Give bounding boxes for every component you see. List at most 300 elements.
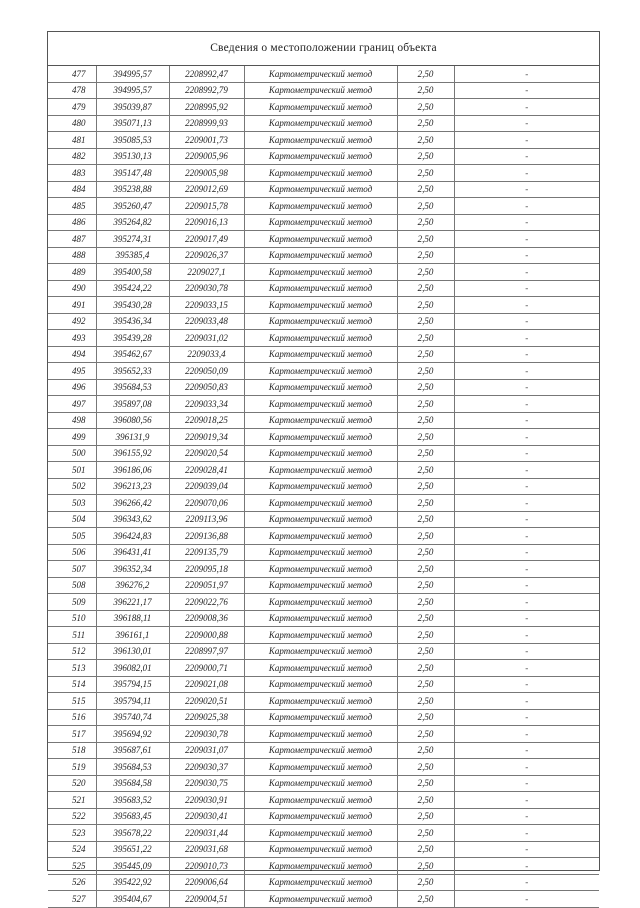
point-number-cell: 524 — [48, 841, 96, 858]
point-number-cell: 499 — [48, 429, 96, 446]
x-coordinate-cell: 395436,34 — [96, 313, 169, 330]
y-coordinate-cell: 2209000,88 — [169, 627, 244, 644]
x-coordinate-cell: 396213,23 — [96, 478, 169, 495]
x-coordinate-cell: 395430,28 — [96, 297, 169, 314]
accuracy-cell: 2,50 — [397, 742, 454, 759]
table-row — [48, 841, 599, 858]
table-body — [48, 66, 599, 907]
x-coordinate-cell: 395683,45 — [96, 808, 169, 825]
table-row — [48, 709, 599, 726]
x-coordinate-cell: 395422,92 — [96, 874, 169, 891]
y-coordinate-cell: 2209050,09 — [169, 363, 244, 380]
description-cell: - — [454, 115, 599, 132]
table-row — [48, 462, 599, 479]
boundary-coordinates-table — [48, 66, 599, 908]
y-coordinate-cell: 2209020,51 — [169, 693, 244, 710]
table-row — [48, 181, 599, 198]
x-coordinate-cell: 394995,57 — [96, 66, 169, 82]
method-cell: Картометрический метод — [244, 742, 397, 759]
y-coordinate-cell: 2209021,08 — [169, 676, 244, 693]
method-cell: Картометрический метод — [244, 577, 397, 594]
y-coordinate-cell: 2209039,04 — [169, 478, 244, 495]
table-row — [48, 115, 599, 132]
method-cell: Картометрический метод — [244, 330, 397, 347]
accuracy-cell: 2,50 — [397, 544, 454, 561]
method-cell: Картометрический метод — [244, 115, 397, 132]
x-coordinate-cell: 395897,08 — [96, 396, 169, 413]
x-coordinate-cell: 395404,67 — [96, 891, 169, 908]
y-coordinate-cell: 2208992,47 — [169, 66, 244, 82]
accuracy-cell: 2,50 — [397, 214, 454, 231]
point-number-cell: 478 — [48, 82, 96, 99]
point-number-cell: 489 — [48, 264, 96, 281]
table-row — [48, 165, 599, 182]
y-coordinate-cell: 2209001,73 — [169, 132, 244, 149]
method-cell: Картометрический метод — [244, 511, 397, 528]
description-cell: - — [454, 594, 599, 611]
y-coordinate-cell: 2209033,4 — [169, 346, 244, 363]
accuracy-cell: 2,50 — [397, 577, 454, 594]
point-number-cell: 520 — [48, 775, 96, 792]
x-coordinate-cell: 395147,48 — [96, 165, 169, 182]
point-number-cell: 525 — [48, 858, 96, 875]
x-coordinate-cell: 395694,92 — [96, 726, 169, 743]
description-cell: - — [454, 231, 599, 248]
description-cell: - — [454, 132, 599, 149]
description-cell: - — [454, 676, 599, 693]
table-row — [48, 528, 599, 545]
accuracy-cell: 2,50 — [397, 610, 454, 627]
y-coordinate-cell: 2209030,91 — [169, 792, 244, 809]
y-coordinate-cell: 2209031,44 — [169, 825, 244, 842]
y-coordinate-cell: 2209005,98 — [169, 165, 244, 182]
method-cell: Картометрический метод — [244, 610, 397, 627]
point-number-cell: 519 — [48, 759, 96, 776]
x-coordinate-cell: 395684,53 — [96, 379, 169, 396]
table-row — [48, 247, 599, 264]
description-cell: - — [454, 148, 599, 165]
method-cell: Картометрический метод — [244, 792, 397, 809]
y-coordinate-cell: 2209135,79 — [169, 544, 244, 561]
table-row — [48, 693, 599, 710]
point-number-cell: 480 — [48, 115, 96, 132]
description-cell: - — [454, 660, 599, 677]
table-row — [48, 148, 599, 165]
point-number-cell: 515 — [48, 693, 96, 710]
point-number-cell: 517 — [48, 726, 96, 743]
point-number-cell: 526 — [48, 874, 96, 891]
method-cell: Картометрический метод — [244, 726, 397, 743]
description-cell: - — [454, 726, 599, 743]
y-coordinate-cell: 2209018,25 — [169, 412, 244, 429]
description-cell: - — [454, 82, 599, 99]
y-coordinate-cell: 2209019,34 — [169, 429, 244, 446]
point-number-cell: 512 — [48, 643, 96, 660]
description-cell: - — [454, 363, 599, 380]
table-row — [48, 775, 599, 792]
x-coordinate-cell: 396343,62 — [96, 511, 169, 528]
point-number-cell: 494 — [48, 346, 96, 363]
table-row — [48, 445, 599, 462]
y-coordinate-cell: 2209004,51 — [169, 891, 244, 908]
method-cell: Картометрический метод — [244, 231, 397, 248]
x-coordinate-cell: 395439,28 — [96, 330, 169, 347]
point-number-cell: 481 — [48, 132, 96, 149]
description-cell: - — [454, 280, 599, 297]
point-number-cell: 505 — [48, 528, 96, 545]
description-cell: - — [454, 561, 599, 578]
x-coordinate-cell: 395684,58 — [96, 775, 169, 792]
accuracy-cell: 2,50 — [397, 115, 454, 132]
x-coordinate-cell: 396188,11 — [96, 610, 169, 627]
method-cell: Картометрический метод — [244, 594, 397, 611]
table-row — [48, 643, 599, 660]
method-cell: Картометрический метод — [244, 445, 397, 462]
method-cell: Картометрический метод — [244, 99, 397, 116]
accuracy-cell: 2,50 — [397, 231, 454, 248]
point-number-cell: 507 — [48, 561, 96, 578]
y-coordinate-cell: 2209030,78 — [169, 726, 244, 743]
y-coordinate-cell: 2209027,1 — [169, 264, 244, 281]
method-cell: Картометрический метод — [244, 462, 397, 479]
accuracy-cell: 2,50 — [397, 445, 454, 462]
method-cell: Картометрический метод — [244, 495, 397, 512]
description-cell: - — [454, 775, 599, 792]
y-coordinate-cell: 2209030,75 — [169, 775, 244, 792]
x-coordinate-cell: 395400,58 — [96, 264, 169, 281]
y-coordinate-cell: 2209095,18 — [169, 561, 244, 578]
accuracy-cell: 2,50 — [397, 66, 454, 82]
accuracy-cell: 2,50 — [397, 841, 454, 858]
accuracy-cell: 2,50 — [397, 412, 454, 429]
point-number-cell: 498 — [48, 412, 96, 429]
method-cell: Картометрический метод — [244, 379, 397, 396]
table-row — [48, 198, 599, 215]
description-cell: - — [454, 99, 599, 116]
x-coordinate-cell: 395740,74 — [96, 709, 169, 726]
description-cell: - — [454, 247, 599, 264]
point-number-cell: 522 — [48, 808, 96, 825]
table-row — [48, 825, 599, 842]
accuracy-cell: 2,50 — [397, 264, 454, 281]
description-cell: - — [454, 346, 599, 363]
description-cell: - — [454, 198, 599, 215]
x-coordinate-cell: 395039,87 — [96, 99, 169, 116]
point-number-cell: 502 — [48, 478, 96, 495]
y-coordinate-cell: 2209015,78 — [169, 198, 244, 215]
accuracy-cell: 2,50 — [397, 693, 454, 710]
table-row — [48, 610, 599, 627]
document-title: Сведения о местоположении границ объекта — [48, 32, 599, 66]
table-row — [48, 132, 599, 149]
description-cell: - — [454, 693, 599, 710]
point-number-cell: 491 — [48, 297, 96, 314]
accuracy-cell: 2,50 — [397, 198, 454, 215]
y-coordinate-cell: 2208992,79 — [169, 82, 244, 99]
method-cell: Картометрический метод — [244, 841, 397, 858]
accuracy-cell: 2,50 — [397, 148, 454, 165]
method-cell: Картометрический метод — [244, 643, 397, 660]
y-coordinate-cell: 2209030,37 — [169, 759, 244, 776]
description-cell: - — [454, 528, 599, 545]
method-cell: Картометрический метод — [244, 198, 397, 215]
y-coordinate-cell: 2209031,07 — [169, 742, 244, 759]
x-coordinate-cell: 395071,13 — [96, 115, 169, 132]
y-coordinate-cell: 2209030,78 — [169, 280, 244, 297]
x-coordinate-cell: 395794,15 — [96, 676, 169, 693]
x-coordinate-cell: 395652,33 — [96, 363, 169, 380]
method-cell: Картометрический метод — [244, 478, 397, 495]
y-coordinate-cell: 2209028,41 — [169, 462, 244, 479]
accuracy-cell: 2,50 — [397, 379, 454, 396]
accuracy-cell: 2,50 — [397, 82, 454, 99]
x-coordinate-cell: 396155,92 — [96, 445, 169, 462]
table-row — [48, 280, 599, 297]
description-cell: - — [454, 214, 599, 231]
accuracy-cell: 2,50 — [397, 396, 454, 413]
method-cell: Картометрический метод — [244, 148, 397, 165]
table-row — [48, 346, 599, 363]
table-row — [48, 82, 599, 99]
description-cell: - — [454, 429, 599, 446]
accuracy-cell: 2,50 — [397, 478, 454, 495]
table-row — [48, 759, 599, 776]
accuracy-cell: 2,50 — [397, 825, 454, 842]
accuracy-cell: 2,50 — [397, 676, 454, 693]
point-number-cell: 506 — [48, 544, 96, 561]
method-cell: Картометрический метод — [244, 396, 397, 413]
method-cell: Картометрический метод — [244, 676, 397, 693]
point-number-cell: 497 — [48, 396, 96, 413]
accuracy-cell: 2,50 — [397, 808, 454, 825]
description-cell: - — [454, 874, 599, 891]
point-number-cell: 516 — [48, 709, 96, 726]
method-cell: Картометрический метод — [244, 346, 397, 363]
y-coordinate-cell: 2209000,71 — [169, 660, 244, 677]
x-coordinate-cell: 395385,4 — [96, 247, 169, 264]
y-coordinate-cell: 2209033,15 — [169, 297, 244, 314]
point-number-cell: 509 — [48, 594, 96, 611]
description-cell: - — [454, 478, 599, 495]
y-coordinate-cell: 2209031,02 — [169, 330, 244, 347]
method-cell: Картометрический метод — [244, 660, 397, 677]
accuracy-cell: 2,50 — [397, 594, 454, 611]
table-row — [48, 660, 599, 677]
table-row — [48, 577, 599, 594]
table-row — [48, 99, 599, 116]
point-number-cell: 495 — [48, 363, 96, 380]
point-number-cell: 484 — [48, 181, 96, 198]
x-coordinate-cell: 395684,53 — [96, 759, 169, 776]
method-cell: Картометрический метод — [244, 775, 397, 792]
x-coordinate-cell: 395462,67 — [96, 346, 169, 363]
accuracy-cell: 2,50 — [397, 858, 454, 875]
table-row — [48, 66, 599, 82]
method-cell: Картометрический метод — [244, 264, 397, 281]
y-coordinate-cell: 2208999,93 — [169, 115, 244, 132]
x-coordinate-cell: 396424,83 — [96, 528, 169, 545]
table-row — [48, 627, 599, 644]
x-coordinate-cell: 395130,13 — [96, 148, 169, 165]
table-row — [48, 676, 599, 693]
y-coordinate-cell: 2209012,69 — [169, 181, 244, 198]
table-row — [48, 478, 599, 495]
document-sheet — [47, 31, 600, 904]
y-coordinate-cell: 2209017,49 — [169, 231, 244, 248]
method-cell: Картометрический метод — [244, 214, 397, 231]
method-cell: Картометрический метод — [244, 528, 397, 545]
accuracy-cell: 2,50 — [397, 280, 454, 297]
accuracy-cell: 2,50 — [397, 346, 454, 363]
method-cell: Картометрический метод — [244, 544, 397, 561]
table-row — [48, 214, 599, 231]
point-number-cell: 500 — [48, 445, 96, 462]
point-number-cell: 511 — [48, 627, 96, 644]
table-row — [48, 742, 599, 759]
method-cell: Картометрический метод — [244, 165, 397, 182]
point-number-cell: 485 — [48, 198, 96, 215]
method-cell: Картометрический метод — [244, 858, 397, 875]
point-number-cell: 510 — [48, 610, 96, 627]
accuracy-cell: 2,50 — [397, 495, 454, 512]
accuracy-cell: 2,50 — [397, 313, 454, 330]
x-coordinate-cell: 395264,82 — [96, 214, 169, 231]
method-cell: Картометрический метод — [244, 808, 397, 825]
accuracy-cell: 2,50 — [397, 874, 454, 891]
y-coordinate-cell: 2208997,97 — [169, 643, 244, 660]
point-number-cell: 482 — [48, 148, 96, 165]
x-coordinate-cell: 396221,17 — [96, 594, 169, 611]
x-coordinate-cell: 396276,2 — [96, 577, 169, 594]
x-coordinate-cell: 396130,01 — [96, 643, 169, 660]
description-cell: - — [454, 709, 599, 726]
point-number-cell: 479 — [48, 99, 96, 116]
description-cell: - — [454, 577, 599, 594]
table-row — [48, 808, 599, 825]
accuracy-cell: 2,50 — [397, 627, 454, 644]
y-coordinate-cell: 2209016,13 — [169, 214, 244, 231]
table-row — [48, 495, 599, 512]
x-coordinate-cell: 396266,42 — [96, 495, 169, 512]
table-row — [48, 429, 599, 446]
accuracy-cell: 2,50 — [397, 511, 454, 528]
x-coordinate-cell: 395687,61 — [96, 742, 169, 759]
method-cell: Картометрический метод — [244, 181, 397, 198]
table-row — [48, 792, 599, 809]
method-cell: Картометрический метод — [244, 561, 397, 578]
y-coordinate-cell: 2209008,36 — [169, 610, 244, 627]
table-row — [48, 561, 599, 578]
y-coordinate-cell: 2209031,68 — [169, 841, 244, 858]
table-row — [48, 363, 599, 380]
accuracy-cell: 2,50 — [397, 726, 454, 743]
table-row — [48, 412, 599, 429]
y-coordinate-cell: 2209030,41 — [169, 808, 244, 825]
description-cell: - — [454, 264, 599, 281]
point-number-cell: 503 — [48, 495, 96, 512]
x-coordinate-cell: 395085,53 — [96, 132, 169, 149]
description-cell: - — [454, 379, 599, 396]
method-cell: Картометрический метод — [244, 709, 397, 726]
x-coordinate-cell: 396431,41 — [96, 544, 169, 561]
method-cell: Картометрический метод — [244, 627, 397, 644]
table-row — [48, 330, 599, 347]
point-number-cell: 523 — [48, 825, 96, 842]
x-coordinate-cell: 395651,22 — [96, 841, 169, 858]
x-coordinate-cell: 395424,22 — [96, 280, 169, 297]
description-cell: - — [454, 627, 599, 644]
description-cell: - — [454, 858, 599, 875]
point-number-cell: 488 — [48, 247, 96, 264]
description-cell: - — [454, 841, 599, 858]
description-cell: - — [454, 891, 599, 908]
accuracy-cell: 2,50 — [397, 643, 454, 660]
x-coordinate-cell: 396352,34 — [96, 561, 169, 578]
accuracy-cell: 2,50 — [397, 792, 454, 809]
table-row — [48, 379, 599, 396]
point-number-cell: 518 — [48, 742, 96, 759]
accuracy-cell: 2,50 — [397, 247, 454, 264]
x-coordinate-cell: 395445,09 — [96, 858, 169, 875]
accuracy-cell: 2,50 — [397, 528, 454, 545]
description-cell: - — [454, 330, 599, 347]
description-cell: - — [454, 445, 599, 462]
accuracy-cell: 2,50 — [397, 99, 454, 116]
accuracy-cell: 2,50 — [397, 759, 454, 776]
point-number-cell: 486 — [48, 214, 96, 231]
point-number-cell: 496 — [48, 379, 96, 396]
description-cell: - — [454, 610, 599, 627]
accuracy-cell: 2,50 — [397, 891, 454, 908]
method-cell: Картометрический метод — [244, 66, 397, 82]
x-coordinate-cell: 395238,88 — [96, 181, 169, 198]
y-coordinate-cell: 2209026,37 — [169, 247, 244, 264]
x-coordinate-cell: 395260,47 — [96, 198, 169, 215]
description-cell: - — [454, 643, 599, 660]
x-coordinate-cell: 395274,31 — [96, 231, 169, 248]
accuracy-cell: 2,50 — [397, 561, 454, 578]
description-cell: - — [454, 412, 599, 429]
point-number-cell: 493 — [48, 330, 96, 347]
y-coordinate-cell: 2209033,34 — [169, 396, 244, 413]
point-number-cell: 527 — [48, 891, 96, 908]
x-coordinate-cell: 395683,52 — [96, 792, 169, 809]
y-coordinate-cell: 2209050,83 — [169, 379, 244, 396]
point-number-cell: 477 — [48, 66, 96, 82]
y-coordinate-cell: 2209033,48 — [169, 313, 244, 330]
y-coordinate-cell: 2209113,96 — [169, 511, 244, 528]
point-number-cell: 501 — [48, 462, 96, 479]
description-cell: - — [454, 808, 599, 825]
accuracy-cell: 2,50 — [397, 429, 454, 446]
y-coordinate-cell: 2209005,96 — [169, 148, 244, 165]
accuracy-cell: 2,50 — [397, 660, 454, 677]
y-coordinate-cell: 2209070,06 — [169, 495, 244, 512]
table-row — [48, 544, 599, 561]
x-coordinate-cell: 394995,57 — [96, 82, 169, 99]
point-number-cell: 492 — [48, 313, 96, 330]
method-cell: Картометрический метод — [244, 247, 397, 264]
method-cell: Картометрический метод — [244, 429, 397, 446]
table-row — [48, 396, 599, 413]
y-coordinate-cell: 2208995,92 — [169, 99, 244, 116]
x-coordinate-cell: 396080,56 — [96, 412, 169, 429]
point-number-cell: 521 — [48, 792, 96, 809]
point-number-cell: 483 — [48, 165, 96, 182]
y-coordinate-cell: 2209025,38 — [169, 709, 244, 726]
point-number-cell: 490 — [48, 280, 96, 297]
table-row — [48, 264, 599, 281]
